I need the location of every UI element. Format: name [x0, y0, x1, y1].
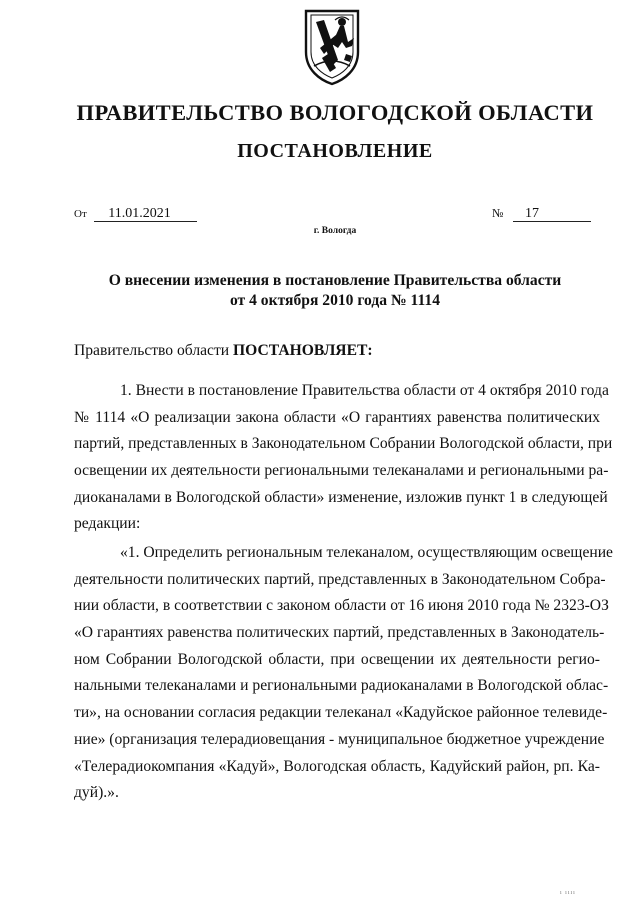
- document-kind: ПОСТАНОВЛЕНИЕ: [237, 140, 433, 162]
- subject-line: от 4 октября 2010 года № 1114: [229, 292, 441, 309]
- paragraph-line: «О гарантиях равенства политических партий, представленных в Законодатель-: [74, 624, 605, 642]
- paragraph-line: ние» (организация телерадиовещания - муниципальное бюджетное учреждение: [74, 730, 605, 748]
- subject-line: О внесении изменения в постановление Правительства области: [108, 272, 562, 289]
- paragraph-line: «1. Определить региональным телеканалом, осуществляющим освещение: [120, 544, 613, 561]
- paragraph-line: диоканалами в Вологодской области» изменение, изложив пункт 1 в следующей: [74, 488, 608, 506]
- decree-text: Правительство области: [74, 342, 234, 359]
- government-title: ПРАВИТЕЛЬСТВО ВОЛОГОДСКОЙ ОБЛАСТИ: [76, 100, 594, 125]
- city-label: г. Вологда: [313, 226, 357, 236]
- paragraph-line: освещении их деятельности региональными телеканалами и региональными ра-: [74, 462, 609, 480]
- paragraph-2: [74, 540, 613, 807]
- paragraph-line: партий, представленных в Законодательном Собрании Вологодской области, при: [74, 435, 613, 453]
- decree-emphasis: ПОСТАНОВЛЯЕТ:: [233, 342, 373, 359]
- number-row: [492, 206, 591, 222]
- date-row: [74, 206, 197, 222]
- paragraph-1: [74, 378, 613, 538]
- decree-statement: [74, 342, 373, 360]
- paragraph-line: «Телерадиокомпания «Кадуй», Вологодская область, Кадуйский район, рп. Ка-: [74, 757, 600, 775]
- date-prefix: От: [74, 208, 87, 220]
- paragraph-line: деятельности политических партий, представленных в Законодательном Собра-: [74, 570, 606, 588]
- vologda-coat-of-arms-icon: [302, 8, 362, 86]
- paragraph-line: нальными телеканалами и региональными радиоканалами в Вологодской облас-: [74, 677, 609, 695]
- paragraph-line: ти», на основании согласия редакции телеканал «Кадуйское районное телевиде-: [74, 704, 608, 722]
- scan-corner-mark: ı ıııı: [560, 890, 576, 896]
- paragraph-line: нии области, в соответствии с законом области от 16 июня 2010 года № 2323-ОЗ: [74, 597, 609, 615]
- document-subject: [60, 271, 610, 311]
- paragraph-line: ном Собрании Вологодской области, при освещении их деятельности регио-: [74, 650, 600, 668]
- document-date: 11.01.2021: [94, 206, 196, 222]
- paragraph-line: редакции:: [74, 515, 141, 533]
- paragraph-line: 1. Внести в постановление Правительства области от 4 октября 2010 года: [120, 382, 609, 399]
- paragraph-line: № 1114 «О реализации закона области «О гарантиях равенства политических: [74, 408, 600, 426]
- document-number: 17: [513, 206, 591, 222]
- number-prefix: №: [492, 206, 504, 220]
- paragraph-line: дуй).».: [74, 784, 119, 802]
